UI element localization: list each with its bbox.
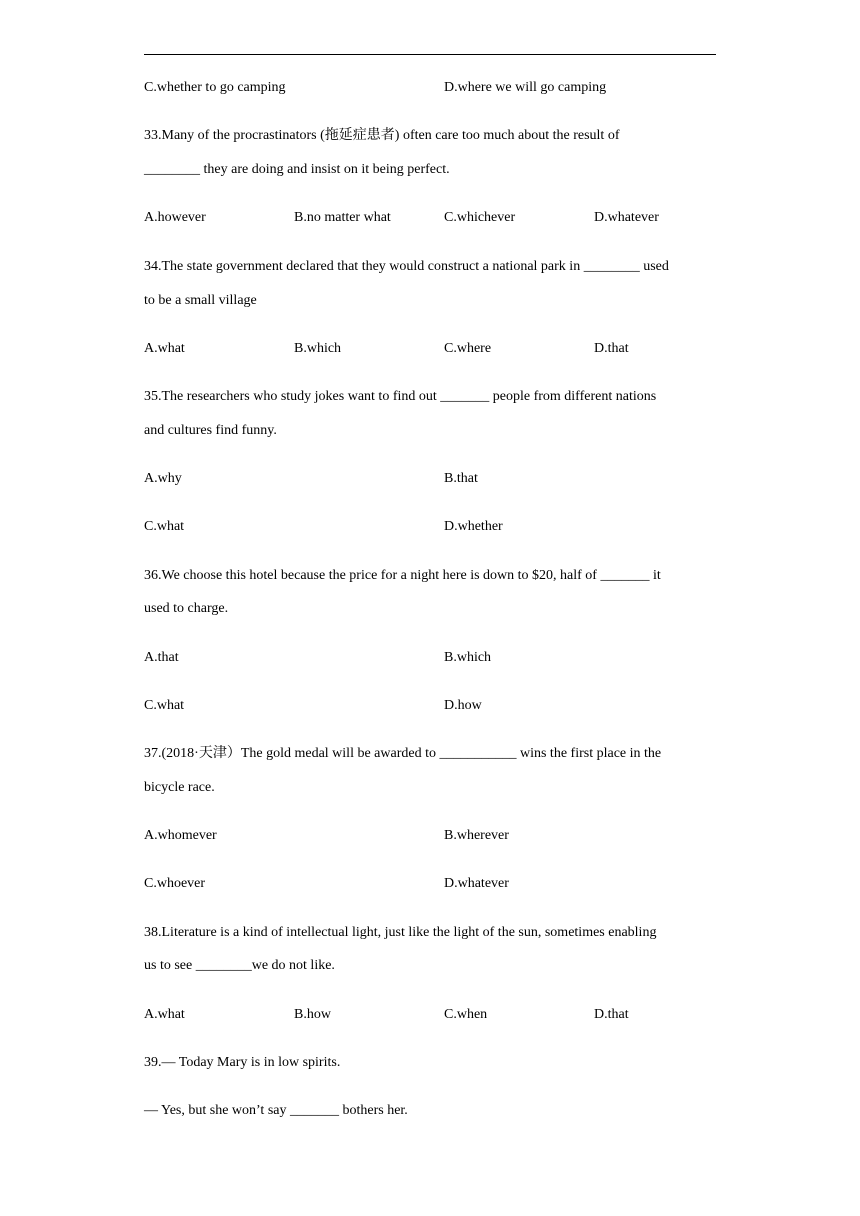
q38-option-c: C.when [444, 1007, 488, 1022]
q34-text-line-1: 34.The state government declared that they would construct a national park in ________ used [144, 259, 669, 274]
q39-text-line-2: — Yes, but she won’t say _______ bothers her. [144, 1103, 408, 1118]
q34-option-c: C.where [444, 341, 492, 356]
q38-option-d: D.that [594, 1007, 629, 1022]
q36-option-a: A.that [144, 650, 179, 665]
q32-option-d: D.where we will go camping [444, 80, 607, 95]
q37-option-d: D.whatever [444, 876, 509, 891]
q33-option-b: B.no matter what [294, 210, 391, 225]
q34-option-d: D.that [594, 341, 629, 356]
q36-option-d: D.how [444, 698, 482, 713]
q34-option-a: A.what [144, 341, 185, 356]
q33-text-line-2: ________ they are doing and insist on it being perfect. [144, 162, 450, 177]
q33-option-c: C.whichever [444, 210, 516, 225]
q33-option-d: D.whatever [594, 210, 659, 225]
q35-option-a: A.why [144, 471, 182, 486]
q39-text-line-1: 39.— Today Mary is in low spirits. [144, 1055, 341, 1070]
q36-option-c: C.what [144, 698, 185, 713]
q37-text-line-1: 37.(2018·天津）The gold medal will be awarded to ___________ wins the first place in the [144, 746, 662, 761]
q34-option-b: B.which [294, 341, 342, 356]
q34-text-line-2: to be a small village [144, 293, 257, 308]
q35-text-line-1: 35.The researchers who study jokes want to find out _______ people from different nations [144, 389, 657, 404]
q37-text-line-2: bicycle race. [144, 780, 215, 795]
q35-text-line-2: and cultures find funny. [144, 423, 277, 438]
q37-option-c: C.whoever [144, 876, 206, 891]
q37-option-a: A.whomever [144, 828, 217, 843]
q36-text-line-1: 36.We choose this hotel because the price for a night here is down to $20, half of _______ it [144, 568, 661, 583]
q38-text-line-2: us to see ________we do not like. [144, 958, 335, 973]
header-rule [144, 54, 716, 55]
q33-option-a: A.however [144, 210, 206, 225]
q33-text-line-1: 33.Many of the procrastinators (拖延症患者) often care too much about the result of [144, 128, 620, 143]
q36-option-b: B.which [444, 650, 492, 665]
q37-option-b: B.wherever [444, 828, 509, 843]
q35-option-c: C.what [144, 519, 185, 534]
q38-text-line-1: 38.Literature is a kind of intellectual light, just like the light of the sun, sometimes enabling [144, 925, 657, 940]
q36-text-line-2: used to charge. [144, 601, 229, 616]
q38-option-a: A.what [144, 1007, 185, 1022]
q35-option-d: D.whether [444, 519, 503, 534]
q38-option-b: B.how [294, 1007, 331, 1022]
q35-option-b: B.that [444, 471, 478, 486]
q32-option-c: C.whether to go camping [144, 80, 286, 95]
